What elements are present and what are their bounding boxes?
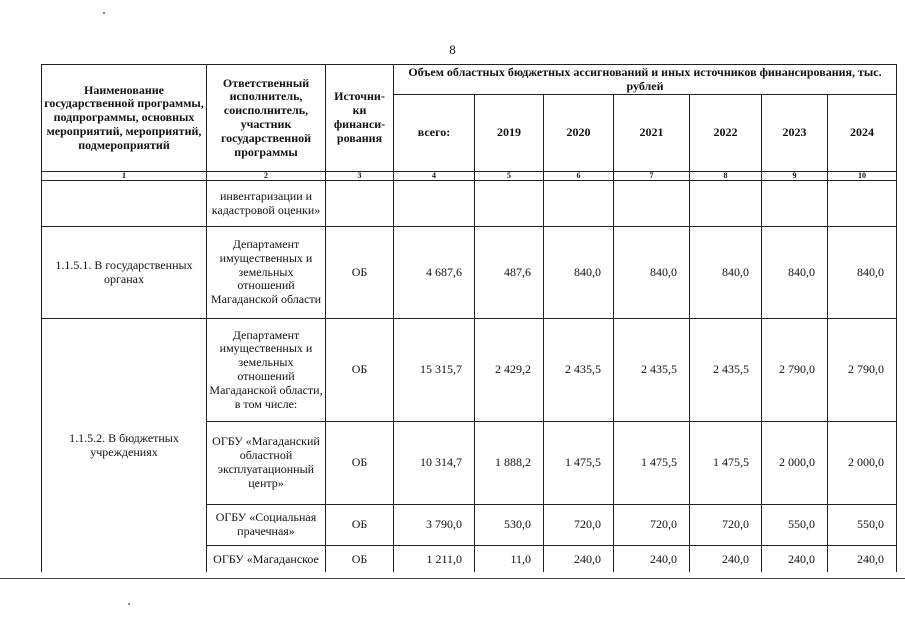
row-value: 2 429,2	[475, 319, 544, 422]
row-value: 240,0	[690, 546, 762, 574]
row-value: 11,0	[475, 546, 544, 574]
column-number: 8	[690, 172, 762, 181]
row-value: 2 790,0	[828, 319, 897, 422]
page-number: 8	[449, 42, 456, 57]
column-number: 7	[614, 172, 690, 181]
column-number: 5	[475, 172, 544, 181]
row-responsible: ОГБУ «Магаданский областной эксплуатационный центр»	[207, 422, 326, 505]
row-value: 840,0	[762, 227, 828, 319]
row-value: 240,0	[762, 546, 828, 574]
column-number: 6	[544, 172, 614, 181]
row-source: ОБ	[326, 422, 394, 505]
row-value: 487,6	[475, 227, 544, 319]
scan-speck	[103, 12, 105, 14]
row-value: 550,0	[762, 505, 828, 546]
row-value: 240,0	[544, 546, 614, 574]
header-name: Наименование государственной программы, подпрограммы, основных мероприятий, мероприятий, подмероприятий	[42, 65, 207, 172]
row-value: 1 888,2	[475, 422, 544, 505]
row-value: 2 435,5	[690, 319, 762, 422]
row-responsible: инвентаризации и кадастровой оценки»	[207, 181, 326, 227]
budget-table	[41, 64, 897, 574]
row-source: ОБ	[326, 546, 394, 574]
column-number: 3	[326, 172, 394, 181]
column-number: 10	[828, 172, 897, 181]
column-number: 4	[394, 172, 475, 181]
column-number: 9	[762, 172, 828, 181]
row-value: 2 000,0	[762, 422, 828, 505]
page-bottom-margin	[0, 572, 905, 640]
row-responsible: ОГБУ «Магаданское	[207, 546, 326, 574]
column-numbers-row	[42, 172, 897, 181]
row-value: 840,0	[828, 227, 897, 319]
column-number: 1	[42, 172, 207, 181]
row-value: 2 790,0	[762, 319, 828, 422]
row-responsible: ОГБУ «Социальная прачечная»	[207, 505, 326, 546]
header-year: 2019	[475, 95, 544, 172]
table-row	[42, 227, 897, 319]
row-source: ОБ	[326, 227, 394, 319]
header-year: 2022	[690, 95, 762, 172]
row-total: 1 211,0	[394, 546, 475, 574]
row-value: 530,0	[475, 505, 544, 546]
header-responsible: Ответственный исполнитель, соисполнитель, участник государственной программы	[207, 65, 326, 172]
header-volume: Объем областных бюджетных ассигнований и иных источников финансирования, тыс. рублей	[394, 65, 897, 95]
row-value: 2 435,5	[614, 319, 690, 422]
row-value: 840,0	[690, 227, 762, 319]
row-source: ОБ	[326, 319, 394, 422]
row-total: 3 790,0	[394, 505, 475, 546]
row-value: 2 435,5	[544, 319, 614, 422]
row-total: 4 687,6	[394, 227, 475, 319]
row-value: 720,0	[690, 505, 762, 546]
header-source: Источни-ки финанси-рования	[326, 65, 394, 172]
scan-speck	[128, 603, 130, 605]
page-edge-line	[0, 578, 905, 579]
header-year: 2024	[828, 95, 897, 172]
row-name	[42, 181, 207, 227]
row-value: 1 475,5	[544, 422, 614, 505]
row-value: 720,0	[544, 505, 614, 546]
header-year: 2020	[544, 95, 614, 172]
row-name: 1.1.5.1. В государственных органах	[42, 227, 207, 319]
row-value: 240,0	[614, 546, 690, 574]
header-total: всего:	[394, 95, 475, 172]
table-row	[42, 181, 897, 227]
row-value: 840,0	[614, 227, 690, 319]
header-year: 2021	[614, 95, 690, 172]
row-value: 2 000,0	[828, 422, 897, 505]
row-value: 1 475,5	[614, 422, 690, 505]
row-value: 720,0	[614, 505, 690, 546]
header-year: 2023	[762, 95, 828, 172]
row-responsible: Департамент имущественных и земельных отношений Магаданской области	[207, 227, 326, 319]
row-value: 1 475,5	[690, 422, 762, 505]
row-source: ОБ	[326, 505, 394, 546]
column-number: 2	[207, 172, 326, 181]
row-name: 1.1.5.2. В бюджетных учреждениях	[42, 319, 207, 574]
row-total: 15 315,7	[394, 319, 475, 422]
row-value: 240,0	[828, 546, 897, 574]
table-row	[42, 319, 897, 422]
row-value: 840,0	[544, 227, 614, 319]
row-total: 10 314,7	[394, 422, 475, 505]
row-value: 550,0	[828, 505, 897, 546]
row-responsible: Департамент имущественных и земельных отношений Магаданской области, в том числе:	[207, 319, 326, 422]
